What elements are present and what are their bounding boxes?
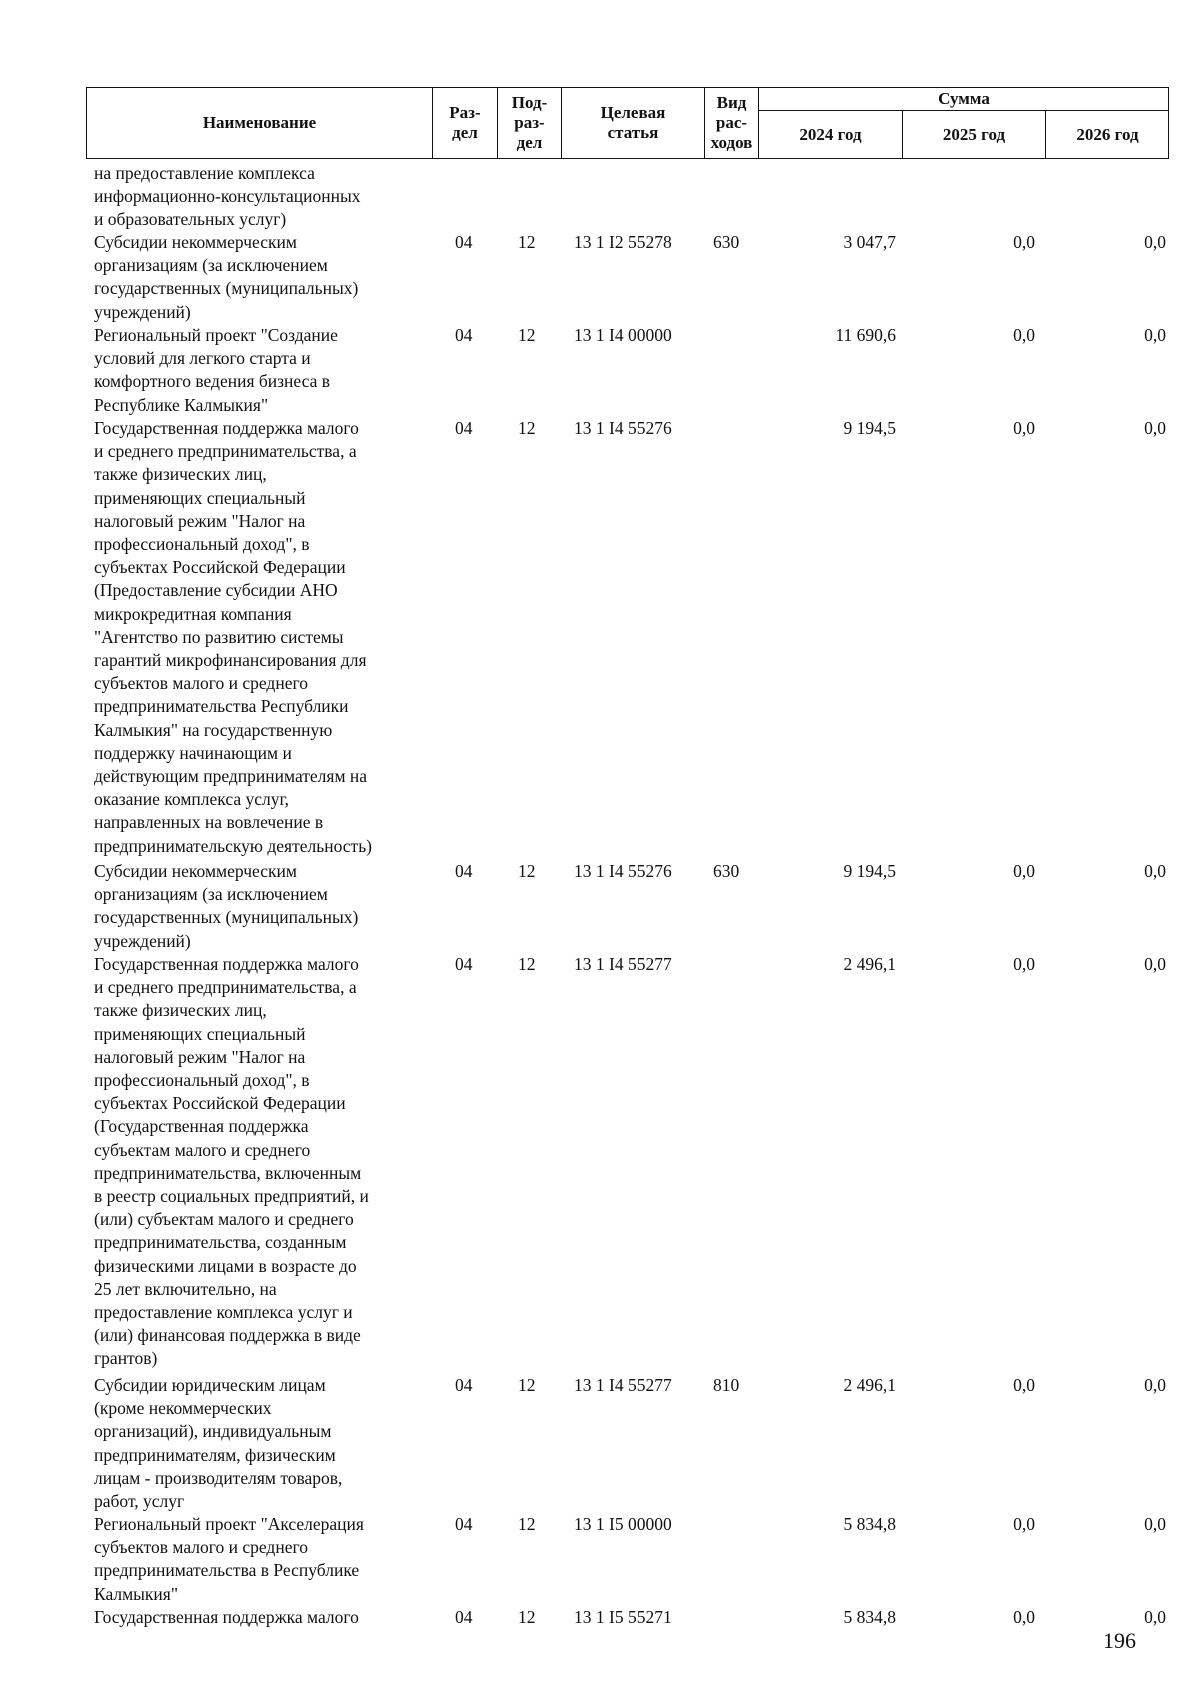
row-name: Региональный проект "Акселерация субъектов малого и среднего предпринимательства в Республике Калмыкия"	[94, 1514, 364, 1604]
row-tselevaya-statya: 13 1 I5 00000	[574, 1514, 672, 1534]
row-sum-2026: 0,0	[1144, 325, 1166, 345]
row-vid-raskhodov: 630	[713, 861, 740, 881]
row-sum-2024: 2 496,1	[843, 954, 896, 974]
row-razdel: 04	[455, 1514, 473, 1534]
row-name: Государственная поддержка малого и среднего предпринимательства, а также физических лиц, применяющих специальный налоговый режим "Налог на профессиональный доход", в субъектах Российской Федерации (Государственная поддержка субъектам малого и среднего предпринимательства, включенным в реестр социальных предприятий, и (или) субъектам малого и среднего предпринимательства, созданным физическими лицами в возрасте до 25 лет включительно, на предоставление комплекса услуг и (или) финансовая поддержка в виде грантов)	[94, 954, 369, 1369]
header-2026: 2026 год	[1076, 124, 1139, 144]
row-name: Государственная поддержка малого и среднего предпринимательства, а также физических лиц, применяющих специальный налоговый режим "Налог на профессиональный доход", в субъектах Российской Федерации (Предоставление субсидии АНО микрокредитная компания "Агентство по развитию системы гарантий микрофинансирования для субъектов малого и среднего предпринимательства Республики Калмыкия" на государственную поддержку начинающим и действующим предпринимателям на оказание комплекса услуг, направленных на вовлечение в предпринимательскую деятельность)	[94, 418, 373, 856]
row-razdel: 04	[455, 861, 473, 881]
header-2024: 2024 год	[799, 124, 862, 144]
row-sum-2025: 0,0	[1013, 1514, 1035, 1534]
row-tselevaya-statya: 13 1 I5 55271	[574, 1607, 672, 1627]
table-header	[86, 87, 1169, 159]
row-podrazdel: 12	[518, 1375, 536, 1395]
row-sum-2026: 0,0	[1144, 1375, 1166, 1395]
row-sum-2024: 5 834,8	[843, 1607, 896, 1627]
row-sum-2025: 0,0	[1013, 861, 1035, 881]
row-sum-2024: 9 194,5	[843, 418, 896, 438]
row-name: Субсидии некоммерческим организациям (за исключением государственных (муниципальных) учреждений)	[94, 861, 359, 951]
header-razdel: Раз- дел	[449, 103, 481, 142]
row-name: на предоставление комплекса информационно-консультационных и образовательных услуг)	[94, 163, 361, 230]
row-sum-2024: 5 834,8	[843, 1514, 896, 1534]
row-name: Государственная поддержка малого	[94, 1607, 359, 1627]
row-name: Субсидии некоммерческим организациям (за исключением государственных (муниципальных) учреждений)	[94, 232, 359, 322]
row-sum-2025: 0,0	[1013, 232, 1035, 252]
row-tselevaya-statya: 13 1 I4 55277	[574, 954, 672, 974]
row-tselevaya-statya: 13 1 I4 55276	[574, 861, 672, 881]
row-razdel: 04	[455, 325, 473, 345]
row-razdel: 04	[455, 954, 473, 974]
row-sum-2025: 0,0	[1013, 1607, 1035, 1627]
row-sum-2025: 0,0	[1013, 325, 1035, 345]
row-razdel: 04	[455, 1607, 473, 1627]
row-podrazdel: 12	[518, 954, 536, 974]
header-vid-raskhodov: Вид рас- ходов	[710, 93, 753, 152]
header-2025: 2025 год	[942, 124, 1006, 144]
header-tselevaya-statya: Целевая статья	[600, 103, 666, 142]
row-sum-2025: 0,0	[1013, 1375, 1035, 1395]
row-sum-2026: 0,0	[1144, 418, 1166, 438]
row-sum-2026: 0,0	[1144, 861, 1166, 881]
row-podrazdel: 12	[518, 418, 536, 438]
row-tselevaya-statya: 13 1 I4 00000	[574, 325, 672, 345]
row-sum-2024: 2 496,1	[843, 1375, 896, 1395]
header-name: Наименование	[202, 113, 317, 132]
header-podrazdel: Под- раз- дел	[511, 93, 548, 152]
row-sum-2026: 0,0	[1144, 232, 1166, 252]
row-razdel: 04	[455, 232, 473, 252]
row-sum-2024: 9 194,5	[843, 861, 896, 881]
row-vid-raskhodov: 810	[713, 1375, 740, 1395]
row-sum-2026: 0,0	[1144, 954, 1166, 974]
row-name: Региональный проект "Создание условий для легкого старта и комфортного ведения бизнеса в Республике Калмыкия"	[94, 325, 338, 415]
row-tselevaya-statya: 13 1 I4 55277	[574, 1375, 672, 1395]
row-podrazdel: 12	[518, 1514, 536, 1534]
row-podrazdel: 12	[518, 861, 536, 881]
row-tselevaya-statya: 13 1 I2 55278	[574, 232, 672, 252]
row-tselevaya-statya: 13 1 I4 55276	[574, 418, 672, 438]
row-podrazdel: 12	[518, 1607, 536, 1627]
row-podrazdel: 12	[518, 232, 536, 252]
row-vid-raskhodov: 630	[713, 232, 740, 252]
row-sum-2026: 0,0	[1144, 1607, 1166, 1627]
row-sum-2026: 0,0	[1144, 1514, 1166, 1534]
row-sum-2024: 11 690,6	[835, 325, 896, 345]
row-name: Субсидии юридическим лицам (кроме некоммерческих организаций), индивидуальным предпринимателям, физическим лицам - производителям товаров, работ, услуг	[94, 1375, 343, 1512]
header-summa: Сумма	[938, 89, 990, 108]
row-sum-2025: 0,0	[1013, 418, 1035, 438]
row-razdel: 04	[455, 1375, 473, 1395]
page-number: 196	[1103, 1628, 1136, 1653]
row-razdel: 04	[455, 418, 473, 438]
row-sum-2025: 0,0	[1013, 954, 1035, 974]
row-podrazdel: 12	[518, 325, 536, 345]
row-sum-2024: 3 047,7	[843, 232, 896, 252]
